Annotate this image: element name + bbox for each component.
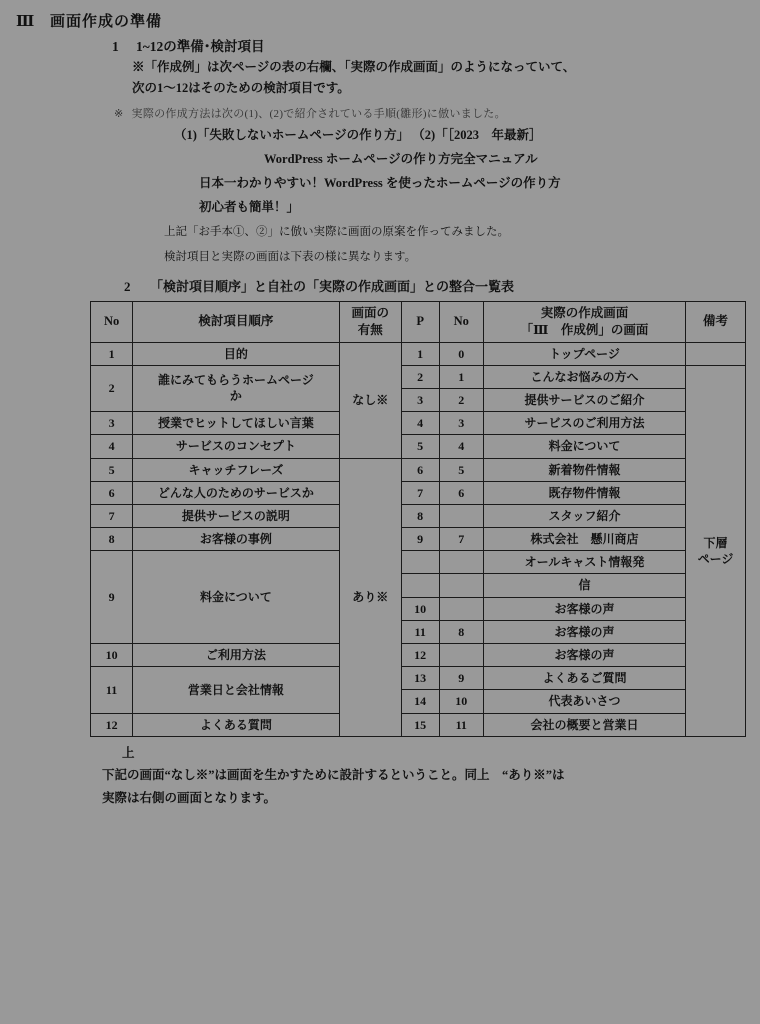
cell-item: どんな人のためのサービスか xyxy=(133,481,339,504)
cell-no: 7 xyxy=(91,504,133,527)
section-2-heading xyxy=(124,276,746,295)
cell-no2: 1 xyxy=(439,365,483,388)
cell-no2: 6 xyxy=(439,481,483,504)
cell-page xyxy=(401,551,439,574)
cell-page: 2 xyxy=(401,365,439,388)
cell-page: 8 xyxy=(401,504,439,527)
cell-biko-empty xyxy=(686,342,746,365)
page-title xyxy=(16,10,746,31)
cell-no: 10 xyxy=(91,644,133,667)
cell-actual: お客様の声 xyxy=(483,620,685,643)
header-gaiyo-line2: 有無 xyxy=(357,322,383,337)
table-row xyxy=(91,458,746,481)
cell-page: 12 xyxy=(401,644,439,667)
footer-line-2: 実際は右側の画面となります。 xyxy=(102,791,277,806)
page-title-text: 画面作成の準備 xyxy=(50,14,163,30)
cell-item: 提供サービスの説明 xyxy=(133,504,339,527)
note-star-icon: ※ xyxy=(114,107,124,120)
footer-mark: 上 xyxy=(122,745,135,760)
table-row xyxy=(91,412,746,435)
cell-no2: 5 xyxy=(439,458,483,481)
section-1-paragraph-1: ※「作成例」は次ページの表の右欄、「実際の作成画面」のようになっていて、 xyxy=(132,60,576,74)
cell-no: 4 xyxy=(91,435,133,458)
table-row xyxy=(91,481,746,504)
cell-page: 7 xyxy=(401,481,439,504)
footer-line-1: 下記の画面“なし※”は画面を生かすために設計するということ。同上 “あり※”は xyxy=(102,767,565,782)
cell-gaiyo: あり※ xyxy=(339,458,401,736)
section-1-small-text-2: 検討項目と実際の画面は下表の様に異なります。 xyxy=(164,251,417,264)
section-2-number: 2 xyxy=(124,278,131,294)
reference-line-4: 初心者も簡単！」 xyxy=(199,199,300,214)
cell-actual: 料金について xyxy=(483,435,685,458)
table-row xyxy=(91,667,746,690)
cell-page: 10 xyxy=(401,597,439,620)
cell-page: 3 xyxy=(401,388,439,411)
reference-line-2: WordPress ホームページの作り方完全マニュアル xyxy=(264,151,538,166)
cell-no2: 3 xyxy=(439,412,483,435)
cell-no2 xyxy=(439,574,483,597)
header-no: No xyxy=(91,301,133,342)
cell-no: 3 xyxy=(91,412,133,435)
cell-gaiyo: なし※ xyxy=(339,342,401,458)
section-1-small-text-1: 上記「お手本①、②」に倣い実際に画面の原案を作ってみました。 xyxy=(164,225,509,238)
header-gaiyo xyxy=(339,301,401,342)
cell-actual: 株式会社 懸川商店 xyxy=(483,528,685,551)
cell-no: 2 xyxy=(91,365,133,411)
cell-no2: 10 xyxy=(439,690,483,713)
table-row xyxy=(91,713,746,736)
reference-line-1: （1)「失敗しないホームページの作り方」 （2)「［2023 年最新］ xyxy=(174,127,542,142)
cell-page: 11 xyxy=(401,620,439,643)
cell-actual: こんなお悩みの方へ xyxy=(483,365,685,388)
cell-no: 6 xyxy=(91,481,133,504)
cell-actual: 会社の概要と営業日 xyxy=(483,713,685,736)
cell-no: 9 xyxy=(91,551,133,644)
header-biko: 備考 xyxy=(686,301,746,342)
cell-item: 目的 xyxy=(133,342,339,365)
table-row xyxy=(91,551,746,574)
cell-item: サービスのコンセプト xyxy=(133,435,339,458)
cell-no2 xyxy=(439,551,483,574)
cell-no2: 4 xyxy=(439,435,483,458)
cell-item: 授業でヒットしてほしい言葉 xyxy=(133,412,339,435)
cell-no2: 7 xyxy=(439,528,483,551)
cell-biko: 下層 ページ xyxy=(686,365,746,736)
cell-no: 8 xyxy=(91,528,133,551)
header-no2: No xyxy=(439,301,483,342)
cell-item: 誰にみてもらうホームページ か xyxy=(133,365,339,411)
header-item: 検討項目順序 xyxy=(133,301,339,342)
table-row xyxy=(91,504,746,527)
cell-no2: 8 xyxy=(439,620,483,643)
table-row xyxy=(91,644,746,667)
cell-no: 5 xyxy=(91,458,133,481)
cell-no: 11 xyxy=(91,667,133,713)
section-2-title: 「検討項目順序」と自社の「実際の作成画面」との整合一覧表 xyxy=(150,278,515,294)
cell-item: お客様の事例 xyxy=(133,528,339,551)
cell-no2: 0 xyxy=(439,342,483,365)
cell-page: 14 xyxy=(401,690,439,713)
cell-actual: よくあるご質問 xyxy=(483,667,685,690)
cell-no2 xyxy=(439,504,483,527)
table-header-row xyxy=(91,301,746,342)
header-actual-line2: 「Ⅲ 作成例」の画面 xyxy=(520,322,649,337)
header-page: P xyxy=(401,301,439,342)
note-text: 実際の作成方法は次の(1)、(2)で紹介されている手順(雛形)に倣いました。 xyxy=(131,107,506,120)
section-1-number: 1 xyxy=(112,39,119,54)
section-1-title: 1~12の準備･検討項目 xyxy=(136,39,265,54)
cell-actual: 新着物件情報 xyxy=(483,458,685,481)
cell-no2: 2 xyxy=(439,388,483,411)
cell-no2: 9 xyxy=(439,667,483,690)
cell-page: 1 xyxy=(401,342,439,365)
cell-page: 5 xyxy=(401,435,439,458)
section-1-paragraph-2: 次の1～12はそのための検討項目です。 xyxy=(132,81,350,96)
cell-page: 13 xyxy=(401,667,439,690)
header-gaiyo-line1: 画面の xyxy=(351,305,389,320)
cell-no2: 11 xyxy=(439,713,483,736)
header-actual xyxy=(483,301,685,342)
cell-page: 6 xyxy=(401,458,439,481)
comparison-table xyxy=(90,301,746,737)
cell-actual: 代表あいさつ xyxy=(483,690,685,713)
cell-item: ご利用方法 xyxy=(133,644,339,667)
reference-line-3: 日本一わかりやすい！WordPress を使ったホームページの作り方 xyxy=(199,175,561,190)
cell-actual: トップページ xyxy=(483,342,685,365)
cell-item: キャッチフレーズ xyxy=(133,458,339,481)
cell-actual: 提供サービスのご紹介 xyxy=(483,388,685,411)
cell-actual: オールキャスト情報発 xyxy=(483,551,685,574)
cell-no: 1 xyxy=(91,342,133,365)
section-1-note xyxy=(114,105,746,121)
cell-actual: サービスのご利用方法 xyxy=(483,412,685,435)
cell-no: 12 xyxy=(91,713,133,736)
cell-actual: スタッフ紹介 xyxy=(483,504,685,527)
cell-actual: お客様の声 xyxy=(483,597,685,620)
section-1-heading xyxy=(112,35,746,55)
cell-no2 xyxy=(439,597,483,620)
cell-item: 営業日と会社情報 xyxy=(133,667,339,713)
cell-page: 15 xyxy=(401,713,439,736)
cell-item: 料金について xyxy=(133,551,339,644)
cell-page: 9 xyxy=(401,528,439,551)
cell-page xyxy=(401,574,439,597)
cell-actual: 信 xyxy=(483,574,685,597)
table-row xyxy=(91,528,746,551)
page-title-number: Ⅲ xyxy=(16,14,36,30)
cell-page: 4 xyxy=(401,412,439,435)
table-row xyxy=(91,365,746,388)
table-body xyxy=(91,342,746,736)
cell-actual: お客様の声 xyxy=(483,644,685,667)
cell-actual: 既存物件情報 xyxy=(483,481,685,504)
table-row xyxy=(91,342,746,365)
cell-no2 xyxy=(439,644,483,667)
table-row xyxy=(91,435,746,458)
header-actual-line1: 実際の作成画面 xyxy=(540,305,629,320)
cell-item: よくある質問 xyxy=(133,713,339,736)
